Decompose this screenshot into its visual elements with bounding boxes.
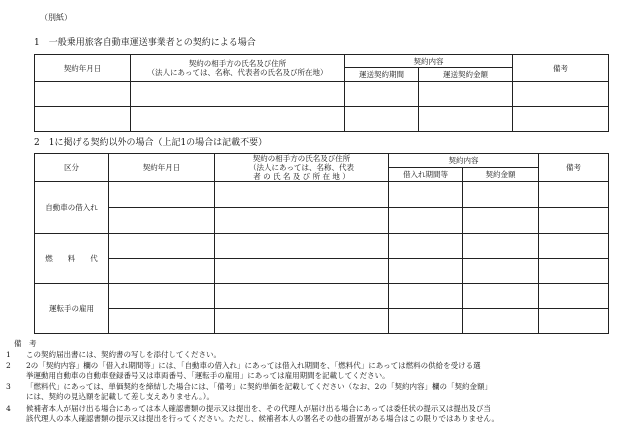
table-cell [463, 208, 539, 234]
table-cell [463, 309, 539, 334]
table-cell [389, 259, 463, 284]
table-cell [345, 82, 419, 107]
section1-title: 1 一般乗用旅客自動車運送事業者との契約による場合 [34, 38, 256, 48]
note-text: この契約届出書には、契約書の写しを添付してください。 [26, 350, 221, 359]
table-cell [109, 208, 215, 234]
s1-header-party [131, 55, 345, 82]
note-text: 候補者本人が届け出る場合にあっては本人確認書類の提示又は提出を、その代理人が届け出る場合にあっては委任状の提示又は提出及び当 [26, 404, 491, 413]
table-cell [463, 234, 539, 259]
table-cell [389, 182, 463, 208]
row-label-driver: 運転手の雇用 [35, 284, 109, 334]
note-number: 1 [6, 350, 11, 359]
section2-table [34, 153, 609, 334]
note-4-cont: 該代理人の本人確認書類の提示又は提出を行ってください。ただし、候補者本人の署名その他の措置がある場合はこの限りではありません。 [26, 414, 499, 423]
note-2 [6, 361, 626, 371]
table-cell [215, 309, 389, 334]
note-text: 2の「契約内容」欄の「借入れ期間等」には、「自動車の借入れ」にあっては借入れ期間を、「燃料代」にあっては燃料の供給を受ける選 [26, 361, 481, 370]
s1-party-line2: （法人にあっては、名称、代表者の氏名及び所在地） [147, 68, 328, 77]
notes-heading: 備 考 [14, 339, 37, 348]
note-3-cont: には、契約の見込額を記載して差し支えありません。）。 [26, 392, 214, 401]
table-cell [109, 284, 215, 309]
s2-header-period: 借入れ期間等 [389, 168, 463, 182]
section2-title: 2 1に掲げる契約以外の場合（上記1の場合は記載不要） [34, 138, 268, 148]
table-cell [513, 107, 609, 132]
table-cell [419, 82, 513, 107]
table-cell [389, 284, 463, 309]
row-label-car-rental: 自動車の借入れ [35, 182, 109, 234]
table-cell [389, 309, 463, 334]
table-cell [463, 284, 539, 309]
table-cell [35, 107, 131, 132]
s1-header-period: 運送契約期間 [345, 68, 419, 82]
table-cell [539, 234, 609, 259]
table-cell [463, 259, 539, 284]
note-number: 2 [6, 361, 11, 370]
table-cell [345, 107, 419, 132]
table-cell [389, 208, 463, 234]
table-cell [539, 208, 609, 234]
s1-header-amount: 運送契約金額 [419, 68, 513, 82]
s2-header-party [215, 154, 389, 182]
table-cell [109, 259, 215, 284]
table-cell [513, 82, 609, 107]
table-cell [215, 284, 389, 309]
table-cell [539, 309, 609, 334]
s1-header-content: 契約内容 [345, 55, 513, 68]
s2-header-kubun: 区分 [35, 154, 109, 182]
s2-header-amount: 契約金額 [463, 168, 539, 182]
note-number: 4 [6, 404, 11, 413]
note-text: 「燃料代」にあっては、単価契約を締結した場合には、「備考」に契約単価を記載してください（なお、2の「契約内容」欄の「契約金額」 [26, 382, 492, 391]
table-cell [539, 259, 609, 284]
s2-party-line3: 者 の 氏 名 及 び 所 在 地 ） [253, 172, 350, 181]
table-cell [109, 234, 215, 259]
table-cell [131, 82, 345, 107]
table-cell [463, 182, 539, 208]
section1-table [34, 54, 609, 132]
s2-party-line2: （法人にあっては、名称、代表 [249, 163, 354, 172]
table-cell [131, 107, 345, 132]
table-cell [109, 182, 215, 208]
s2-header-date: 契約年月日 [109, 154, 215, 182]
s2-party-line1: 契約の相手方の氏名及び住所 [252, 154, 351, 163]
note-1 [6, 350, 626, 360]
note-2-cont: 挙運動用自動車の自動車登録番号又は車両番号、「運転手の雇用」にあっては雇用期間を記載してください。 [26, 371, 390, 380]
table-cell [215, 208, 389, 234]
table-cell [215, 182, 389, 208]
table-cell [215, 234, 389, 259]
s2-header-content: 契約内容 [389, 154, 539, 168]
s1-header-remarks: 備考 [513, 55, 609, 82]
table-cell [539, 284, 609, 309]
table-cell [215, 259, 389, 284]
s1-header-date: 契約年月日 [35, 55, 131, 82]
row-label-fuel: 燃 料 代 [35, 234, 109, 284]
table-cell [109, 309, 215, 334]
note-number: 3 [6, 382, 11, 391]
annex-label: （別紙） [40, 13, 72, 22]
table-cell [539, 182, 609, 208]
note-4 [6, 404, 626, 414]
s1-party-line1: 契約の相手方の氏名及び住所 [188, 59, 287, 68]
table-cell [35, 82, 131, 107]
note-3 [6, 382, 626, 392]
table-cell [419, 107, 513, 132]
s2-header-remarks: 備考 [539, 154, 609, 182]
table-cell [389, 234, 463, 259]
